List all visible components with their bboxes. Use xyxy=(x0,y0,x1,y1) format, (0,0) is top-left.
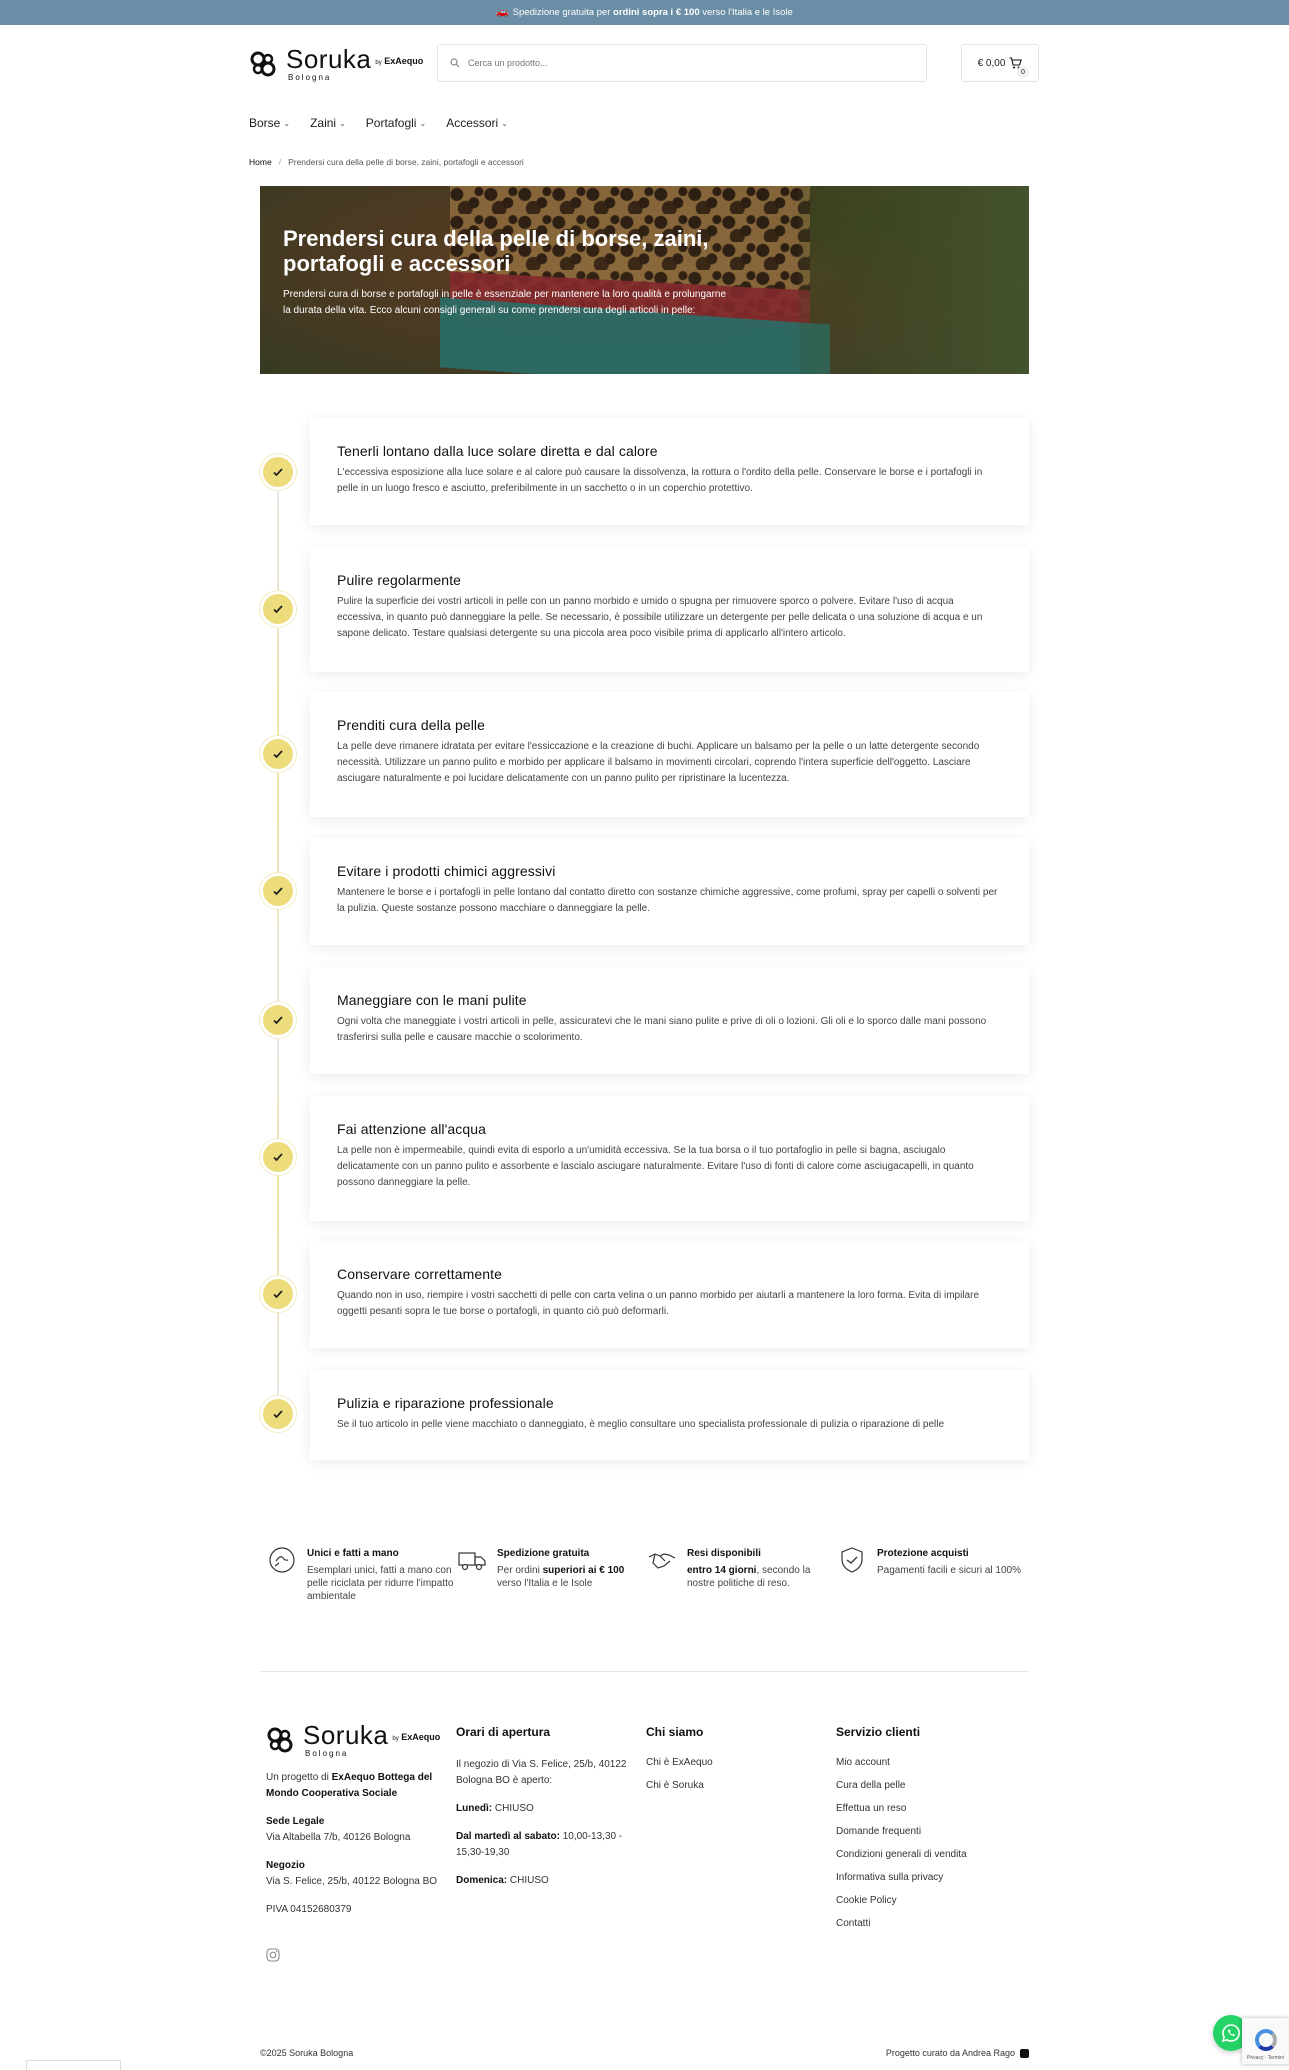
brand-name: Soruka xyxy=(286,44,372,74)
footer-link-soruka[interactable]: Chi è Soruka xyxy=(646,1780,704,1791)
footer-col-brand xyxy=(266,1720,456,1965)
footer-col-about xyxy=(646,1720,836,1965)
footer-link-faq[interactable]: Domande frequenti xyxy=(836,1826,922,1837)
breadcrumb xyxy=(249,157,524,167)
feature-title: Protezione acquisti xyxy=(877,1548,969,1559)
breadcrumb-current: Prendersi cura della pelle di borse, zaini, portafogli e accessori xyxy=(288,157,524,167)
exaequo-badge: by ExAequo xyxy=(375,55,424,66)
features-row xyxy=(267,1545,1027,1603)
nav-item-borse[interactable]: Borse ⌄ xyxy=(249,116,291,130)
footer-hours-title: Orari di apertura xyxy=(456,1725,551,1739)
care-step-text: Se il tuo articolo in pelle viene macchiato o danneggiato, è meglio consultare uno specialista professionale di pulizia o riparazione di pelle xyxy=(337,1419,945,1430)
footer-link-exaequo[interactable]: Chi è ExAequo xyxy=(646,1757,713,1768)
soruka-logo-icon xyxy=(249,50,277,78)
nav-item-zaini[interactable]: Zaini ⌄ xyxy=(310,116,346,130)
timeline-check-icon xyxy=(260,591,296,627)
footer-hours-week: Dal martedì al sabato: 10,00-13,30 - 15,30-19,30 xyxy=(456,1831,623,1858)
handshake-icon xyxy=(647,1545,677,1575)
footer-link-leather-care[interactable]: Cura della pelle xyxy=(836,1780,906,1791)
care-step xyxy=(310,418,1029,525)
care-step-text: Mantenere le borse e i portafogli in pelle lontano dal contatto diretto con sostanze chimiche aggressive, come profumi, spray per capelli o solventi per la pulizia. Queste sostanze possono macchiare o danneggiare la pelle. xyxy=(337,887,998,914)
feature-title: Unici e fatti a mano xyxy=(307,1548,399,1559)
footer-service-title: Servizio clienti xyxy=(836,1725,921,1739)
footer-hours-monday: Lunedì: CHIUSO xyxy=(456,1803,534,1814)
site-footer xyxy=(266,1720,1026,1965)
search-input[interactable] xyxy=(468,58,888,68)
footer-col-service xyxy=(836,1720,1026,1965)
care-step-title: Maneggiare con le mani pulite xyxy=(337,992,527,1008)
feature-title: Spedizione gratuita xyxy=(497,1548,590,1559)
brand-city: Bologna xyxy=(288,73,332,82)
footer-link-privacy[interactable]: Informativa sulla privacy xyxy=(836,1872,944,1883)
chevron-down-icon: ⌄ xyxy=(339,118,346,128)
care-step-title: Conservare correttamente xyxy=(337,1266,503,1282)
footer-shop: Negozio Via S. Felice, 25/b, 40122 Bologna BO xyxy=(266,1860,438,1887)
bottom-bar xyxy=(260,2048,1029,2058)
breadcrumb-separator: / xyxy=(278,157,282,167)
shipping-banner xyxy=(0,0,1289,25)
footer-logo[interactable] xyxy=(266,1722,456,1758)
recaptcha-icon xyxy=(1255,2029,1277,2051)
cart-total: € 0,00 xyxy=(977,57,1006,69)
banner-text: Spedizione gratuita per ordini sopra i € 100 verso l'Italia e le Isole xyxy=(512,7,793,18)
soruka-logo-icon xyxy=(266,1726,294,1754)
feature-text: Esemplari unici, fatti a mano con pelle riciclata per ridurre l'impatto ambientale xyxy=(307,1565,454,1602)
chevron-down-icon: ⌄ xyxy=(501,118,508,128)
care-step xyxy=(310,967,1029,1074)
brand-city: Bologna xyxy=(305,1749,349,1758)
care-step-text: L'eccessiva esposizione alla luce solare e al calore può causare la dissolvenza, la rottura o l'ordito della pelle. Conservare le borse e i portafogli in pelle in un luogo fresco e asciutto, preferibilmente in un sacchetto o in un coperchio protettivo. xyxy=(337,467,983,494)
footer-divider xyxy=(260,1671,1029,1672)
care-step xyxy=(310,838,1029,945)
breadcrumb-home[interactable]: Home xyxy=(249,157,272,167)
timeline-check-icon xyxy=(260,454,296,490)
care-step-text: Pulire la superficie dei vostri articoli in pelle con un panno morbido e umido o spugna per rimuovere sporco o polvere. Evitare l'uso di acqua eccessiva, in quanto può danneggiare la pelle. Se necessario, è possibile utilizzare un detergente per pelle delicata o una soluzione di acqua e un sapone delicato. Testare qualsiasi detergente su una piccola area poco visibile prima di applicarlo all'intero articolo. xyxy=(337,596,983,639)
nav-item-accessori[interactable]: Accessori ⌄ xyxy=(446,116,508,130)
site-header xyxy=(249,44,1039,84)
cart-button[interactable] xyxy=(961,44,1039,82)
footer-col-hours xyxy=(456,1720,646,1965)
timeline-check-icon xyxy=(260,1002,296,1038)
copyright: ©2025 Soruka Bologna xyxy=(260,2048,354,2058)
care-step xyxy=(310,692,1029,817)
footer-piva: PIVA 04152680379 xyxy=(266,1904,352,1915)
care-step-text: Ogni volta che maneggiate i vostri articoli in pelle, assicuratevi che le mani siano pulite e prive di oli o lozioni. Gli oli e lo sporco dalle mani possono trasferirsi sulla pelle e causare macchie o scolorimento. xyxy=(337,1016,987,1043)
footer-about-title: Chi siamo xyxy=(646,1725,704,1739)
feature-text: Pagamenti facili e sicuri al 100% xyxy=(877,1565,1021,1576)
care-step-title: Pulire regolarmente xyxy=(337,572,462,588)
feature-item xyxy=(647,1545,837,1603)
exaequo-badge: by ExAequo xyxy=(392,1731,441,1742)
handmade-icon xyxy=(267,1545,297,1575)
recaptcha-badge[interactable]: Privacy - Termini xyxy=(1242,2018,1289,2064)
footer-hours-sunday: Domenica: CHIUSO xyxy=(456,1875,549,1886)
care-step xyxy=(310,547,1029,672)
care-step-text: La pelle non è impermeabile, quindi evita di esporlo a un'umidità eccessiva. Se la tua borsa o il tuo portafoglio in pelle si bagna, asciugalo delicatamente con un panno pulito e assorbente e lascialo asciugare naturalmente. Evitare l'uso di fonti di calore come asciugacapelli, in quanto possono danneggiare la pelle. xyxy=(337,1145,974,1188)
footer-link-terms[interactable]: Condizioni generali di vendita xyxy=(836,1849,967,1860)
cookie-tab[interactable] xyxy=(26,2060,121,2070)
credit-logo-icon xyxy=(1020,2049,1029,2058)
car-icon: 🚗 xyxy=(496,7,509,18)
timeline-check-icon xyxy=(260,1396,296,1432)
timeline-check-icon xyxy=(260,873,296,909)
main-nav xyxy=(249,116,508,130)
shield-check-icon xyxy=(837,1545,867,1575)
page-title: Prendersi cura della pelle di borse, zaini, portafogli e accessori xyxy=(283,226,709,276)
timeline-check-icon xyxy=(260,736,296,772)
care-step-title: Tenerli lontano dalla luce solare diretta e dal calore xyxy=(337,443,658,459)
footer-legal: Sede Legale Via Altabella 7/b, 40126 Bologna xyxy=(266,1816,411,1843)
instagram-icon[interactable] xyxy=(266,1948,280,1962)
timeline-check-icon xyxy=(260,1276,296,1312)
truck-icon xyxy=(457,1545,487,1575)
feature-item xyxy=(267,1545,457,1603)
care-step xyxy=(310,1096,1029,1221)
brand-name: Soruka xyxy=(303,1720,389,1750)
footer-link-cookie[interactable]: Cookie Policy xyxy=(836,1895,897,1906)
site-logo[interactable] xyxy=(249,46,423,82)
nav-item-portafogli[interactable]: Portafogli ⌄ xyxy=(365,116,427,130)
care-step-title: Fai attenzione all'acqua xyxy=(337,1121,487,1137)
feature-item xyxy=(457,1545,647,1603)
feature-text: entro 14 giorni, secondo la nostre politiche di reso. xyxy=(687,1565,811,1589)
care-step-title: Evitare i prodotti chimici aggressivi xyxy=(337,863,556,879)
feature-text: Per ordini superiori ai € 100 verso l'Italia e le Isole xyxy=(497,1565,625,1589)
care-step-title: Pulizia e riparazione professionale xyxy=(337,1395,554,1411)
footer-hours-intro: Il negozio di Via S. Felice, 25/b, 40122 Bologna BO è aperto: xyxy=(456,1759,627,1786)
feature-title: Resi disponibili xyxy=(687,1548,761,1559)
search-icon xyxy=(450,58,460,68)
credit[interactable]: Progetto curato da Andrea Rago xyxy=(886,2048,1029,2058)
feature-item xyxy=(837,1545,1027,1603)
chevron-down-icon: ⌄ xyxy=(283,118,291,128)
search-bar[interactable] xyxy=(437,44,927,82)
care-step-text: La pelle deve rimanere idratata per evitare l'essiccazione e la creazione di buchi. Applicare un balsamo per la pelle o un latte detergente secondo necessità. Utilizzare un panno pulito e morbido per applicare il balsamo in movimenti circolari, coprendo l'intera superficie dell'oggetto. Lasciare asciugare naturalmente e poi lucidare delicatamente con un panno pulito per ripristinare la lucentezza. xyxy=(337,741,980,784)
care-step-text: Quando non in uso, riempire i vostri sacchetti di pelle con carta velina o un panno morbido per aiutarli a mantenere la loro forma. Evita di impilare oggetti pesanti sopra le tue borse o portafogli, in quanto ciò può deformarli. xyxy=(337,1290,980,1317)
footer-about: Un progetto di ExAequo Bottega del Mondo Cooperativa Sociale xyxy=(266,1772,433,1799)
care-step xyxy=(310,1370,1029,1460)
care-step-title: Prenditi cura della pelle xyxy=(337,717,486,733)
hero-banner xyxy=(260,186,1029,374)
footer-link-return[interactable]: Effettua un reso xyxy=(836,1803,907,1814)
chevron-down-icon: ⌄ xyxy=(419,118,427,128)
cart-count-badge: 0 xyxy=(1017,66,1029,78)
care-step xyxy=(310,1241,1029,1348)
footer-link-account[interactable]: Mio account xyxy=(836,1757,890,1768)
hero-intro: Prendersi cura di borse e portafogli in pelle è essenziale per mantenere la loro qualità e prolungarne la durata della vita. Ecco alcuni consigli generali su come prendersi cura degli articoli in pelle: xyxy=(283,289,727,316)
footer-link-contacts[interactable]: Contatti xyxy=(836,1918,871,1929)
timeline-check-icon xyxy=(260,1139,296,1175)
whatsapp-icon xyxy=(1221,2023,1241,2043)
hero-overlay xyxy=(260,186,1029,374)
